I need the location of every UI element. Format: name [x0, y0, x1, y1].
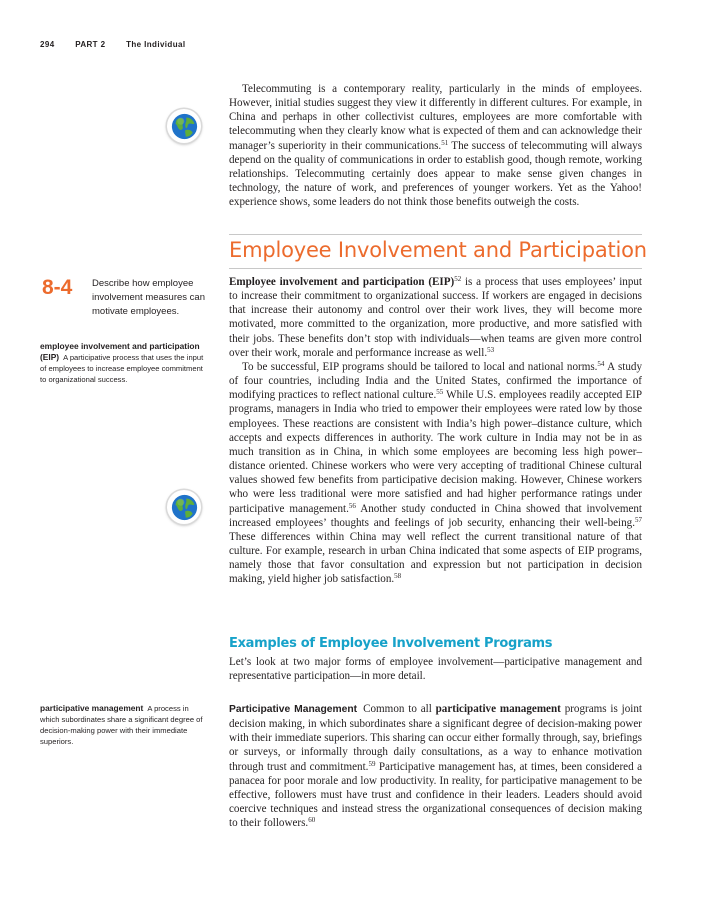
text-run: is a process that uses employees’ input to increase their commitment to organizational success. If workers are engaged in decisions that increase their autonomy and control over their work lives, they will become more motivated, more committed to the organization, more productive, and more satisfied with their jobs. These benefits don’t stop with individuals—when teams are given more control over their work, morale and performance increase as well.	[229, 276, 642, 359]
participative-management-paragraph	[229, 702, 642, 830]
footnote-ref[interactable]: 53	[487, 345, 495, 354]
glossary-eip	[40, 341, 210, 385]
glossary-participative-management	[40, 703, 210, 747]
eip-paragraph-2	[229, 360, 642, 587]
subsection-title: Examples of Employee Involvement Programs	[229, 636, 553, 651]
glossary-term: participative management	[40, 703, 144, 713]
footnote-ref[interactable]: 57	[635, 515, 642, 524]
eip-paragraph-1	[229, 275, 642, 360]
run-in-heading: Participative Management	[229, 704, 358, 715]
globe-icon	[167, 490, 201, 524]
text-run: While U.S. employees readily accepted EIP programs, managers in India who tried to empower their employees were rated low by those employees. These reactions are consistent with India’s high power–distance culture, which accepts and expects differences in authority. The work culture in India may not be in as much transition as in China, in which some employees are becoming less high power–distance oriented. Chinese workers who were very accepting of traditional Chinese cultural values showed few benefits from participative decision making. However, Chinese workers who were less traditional were more satisfied and had higher performance ratings under participative management.	[229, 389, 642, 515]
globe-icon	[171, 494, 198, 521]
text-run: The success of telecommuting will always depend on the quality of communications in order to establish good, though remote, working relationships. Telecommuting certainly does appear to make sense given changes in technology, the nature of work, and preferences of younger workers. Yet as the Yahoo! experience shows, some leaders do not think those benefits outweigh the costs.	[229, 139, 643, 209]
glossary-definition: A process in which subordinates share a significant degree of decision-making power with their immediate superiors.	[40, 704, 203, 746]
footnote-ref[interactable]: 58	[394, 572, 402, 581]
text-run: To be successful, EIP programs should be tailored to local and national norms.	[242, 360, 598, 373]
footnote-ref[interactable]: 56	[348, 501, 356, 510]
section-title: Employee Involvement and Participation	[229, 238, 647, 262]
eip-text	[229, 275, 642, 586]
intro-paragraph	[229, 82, 642, 209]
examples-intro	[229, 655, 642, 683]
glossary-term: employee involvement and participation (EIP)	[40, 341, 200, 362]
footnote-ref[interactable]: 54	[597, 359, 605, 368]
footnote-ref[interactable]: 52	[454, 275, 462, 283]
participative-management-text	[229, 702, 642, 830]
intro-text	[229, 82, 642, 209]
text-run: programs is joint decision making, in which subordinates share a significant degree of decision-making power with their immediate superiors. This sharing can occur either formally through, say, briefings or surveys, or informally through daily consultations, as a way to enhance motivation through trust and commitment.	[229, 703, 642, 773]
globe-icon	[167, 109, 201, 143]
part-title: The Individual	[126, 40, 186, 49]
running-header	[40, 40, 203, 49]
globe-icon	[171, 113, 198, 140]
page-number: 294	[40, 40, 55, 49]
learning-objective-text: Describe how employee involvement measures can motivate employees.	[92, 278, 205, 317]
text-run: A study of four countries, including India and the United States, confirmed the importance of modifying practices to reflect national culture.	[229, 360, 643, 402]
footnote-ref[interactable]: 59	[368, 759, 376, 768]
part-label: PART 2	[75, 40, 106, 49]
footnote-ref[interactable]: 55	[436, 388, 444, 397]
section-title-rule	[229, 268, 642, 269]
text-run: Common to all	[363, 703, 436, 715]
text-run: These differences within China may well reflect the current transitional nature of that culture. For example, research in urban China indicated that some aspects of EIP programs, namely those that favor consultation and expression but not participation in decision making, yield higher job satisfaction.	[229, 530, 642, 586]
key-term: Employee involvement and participation (EIP)	[229, 276, 455, 288]
text-run: Participative management has, at times, been considered a panacea for poor morale and low productivity. In reality, for participative management to be effective, followers must have trust and confidence in their leaders. Leaders should avoid coercive techniques and instead stress the organizational consequences of decision making to their followers.	[229, 760, 643, 830]
footnote-ref[interactable]: 51	[441, 138, 449, 147]
text-run: Another study conducted in China showed that involvement increased employees’ thoughts and feelings of job security, enhancing their well-being.	[229, 502, 643, 529]
learning-objective-number: 8-4	[42, 276, 73, 299]
section-divider	[229, 234, 642, 235]
key-term: participative management	[435, 703, 561, 715]
footnote-ref[interactable]: 60	[308, 816, 316, 825]
glossary-definition: A participative process that uses the input of employees to increase employee commitment to organizational success.	[40, 353, 204, 384]
examples-intro-paragraph: Let’s look at two major forms of employee involvement—participative management and representative participation—in more detail.	[229, 656, 642, 683]
text-run: Telecommuting is a contemporary reality, particularly in the minds of employees. However, initial studies suggest they view it differently in different cultures. For example, in China and perhaps in other collectivist cultures, employees are more comfortable with telecommuting when they clearly know what is expected of them and can acknowledge their manager’s superiority in their communications.	[229, 83, 642, 152]
